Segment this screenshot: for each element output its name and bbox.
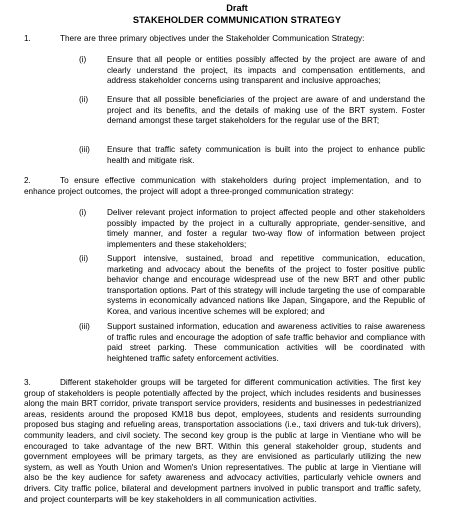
item-roman: (iii) — [79, 322, 90, 331]
draft-label: Draft — [226, 3, 248, 13]
list-item: Support intensive, sustained, broad and repetitive communication, education, marketing and advocacy about the benefits of the project to foster positive public behavior change and encourage widespread use of the new BRT and other public transportation options. Part of this strategy will include targeting the use of comparable systems in economically advanced nations like Japan, Singapore, and the Republic of Korea, and various incentive schemes will be explored; and — [107, 254, 425, 316]
list-item: Ensure that traffic safety communication is built into the project to enhance public health and mitigate risk. — [107, 145, 425, 165]
item-roman: (i) — [79, 208, 87, 217]
item-roman: (iii) — [79, 145, 90, 154]
section-number: 3. — [24, 378, 31, 387]
list-item: Ensure that all possible beneficiaries of the project are aware of and understand the project and its benefits, and the details of making use of the BRT system. Foster demand amongst these target stakeholders for the regular use of the BRT; — [107, 95, 425, 126]
section-text: There are three primary objectives under the Stakeholder Communication Strategy: — [60, 34, 365, 43]
section-number: 2. — [24, 176, 31, 185]
section-text — [24, 176, 421, 197]
section-body: To ensure effective communication with stakeholders during project implementation, and to enhance project outcomes, the project will adopt a three-pronged communication strategy: — [24, 176, 421, 196]
list-item: Support sustained information, education and awareness activities to raise awareness of traffic rules and encourage the adoption of safe traffic behavior and compliance with paid street parking. These communication activities will be coordinated with heightened traffic safety enforcement activities. — [107, 322, 425, 363]
item-roman: (ii) — [79, 95, 89, 104]
item-roman: (ii) — [79, 254, 89, 263]
list-item: Deliver relevant project information to project affected people and other stakeholders possibly impacted by the project in a culturally appropriate, gender-sensitive, and timely manner, and foster a regular two-way flow of information between project implementers and these stakeholders; — [107, 208, 425, 249]
list-item: Ensure that all people or entities possibly affected by the project are aware of and clearly understand the project, its impacts and compensation entitlements, and address stakeholder concerns using transparent and inclusive approaches; — [107, 55, 425, 86]
section-text — [24, 378, 421, 505]
section-body: Different stakeholder groups will be targeted for different communication activities. The first key group of stakeholders is people potentially affected by the project, which includes residents and businesses along the main BRT corridor, private transport service providers, residents and businesses in pedestrianized areas, residents around the proposed KM18 bus depot, employees, students and residents surrounding proposed bus staging and refueling areas, transportation associations (i.e., taxi drivers and tuk-tuk drivers), community leaders, and civil society. The second key group is the public at large in Vientiane who will be encouraged to take advantage of the new BRT. Within this general stakeholder group, students and government employees will be primary targets, as they are envisioned as particularly utilizing the new system, as well as Youth Union and Women's Union representatives. The public at large in Vientiane will also be the key audience for safety awareness and advocacy activities, particularly vehicle owners and drivers. City traffic police, bilateral and development partners involved in public transport and traffic safety, and project counterparts will be key stakeholders in all communication activities. — [24, 378, 421, 504]
document-title: STAKEHOLDER COMMUNICATION STRATEGY — [132, 15, 342, 25]
item-roman: (i) — [79, 55, 87, 64]
section-number: 1. — [24, 34, 31, 43]
